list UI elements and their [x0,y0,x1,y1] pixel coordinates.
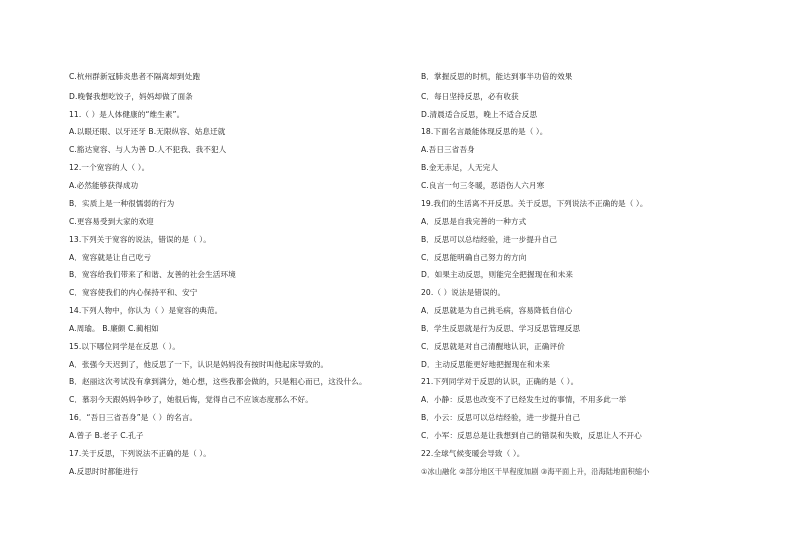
text-line: C．宽容使我们的内心保持平和、安宁 [69,288,198,297]
text-line: D．主动反思能更好地把握现在和未来 [421,360,551,369]
question-12: 12.一个宽容的人（ ）。 [69,163,150,172]
question-20: 20.（ ）说法是错误的。 [421,288,506,297]
text-line: A．张强今天迟到了，他反思了一下，认识是妈妈没有按时叫他起床导致的。 [69,360,329,369]
text-line: C．反思能明确自己努力的方向 [421,253,527,262]
question-21: 21.下列同学对于反思的认识，正确的是（ ）。 [421,377,579,386]
text-line: A．宽容就是让自己吃亏 [69,253,152,262]
text-line: A.以眼还眼、以牙还牙 B.无限纵容、姑息迁就 [69,127,226,136]
text-line: B．赵丽这次考试没有拿到满分，她心想，这些我都会做的，只是粗心而已，这没什么。 [69,377,367,386]
text-line: A.曾子 B.老子 C.孔子 [69,431,144,440]
question-15: 15.以下哪位同学是在反思（ ）。 [69,342,181,351]
question-22: 22.全球气候变暖会导致（ ）。 [421,449,525,458]
question-18: 18.下面名言最能体现反思的是（ ）。 [421,127,548,136]
text-line: D.清晨适合反思，晚上不适合反思 [421,110,538,119]
text-line: A.必然能够获得成功 [69,181,139,190]
text-line: B．小云：反思可以总结经验，进一步提升自己 [421,413,581,422]
text-line: B．宽容给我们带来了和谐、友善的社会生活环境 [69,270,236,279]
text-line: C.豁达宽容、与人为善 D.人不犯我、我不犯人 [69,145,227,154]
text-line: C．慕羽今天跟妈妈争吵了，她很后悔，觉得自己不应该态度那么不好。 [69,395,313,404]
text-line: C.更容易受到大家的欢迎 [69,217,154,226]
text-line: B.金无赤足，人无完人 [421,163,499,172]
text-line: A.吾日三省吾身 [421,145,475,154]
text-line: C．反思就是对自己清醒地认识，正确评价 [421,342,565,351]
question-19: 19.我们的生活离不开反思。关于反思，下列说法不正确的是（ ）。 [421,199,648,208]
text-line: A．反思就是为自己挑毛病，容易降低自信心 [421,306,573,315]
text-line: C．每日坚持反思，必有收获 [421,92,519,101]
question-14: 14.下列人物中，你认为（ ）是宽容的典范。 [69,306,223,315]
question-16: 16．“吾日三省吾身”是（ ）的名言。 [69,413,198,422]
text-line: B．掌握反思的时机，能达到事半功倍的效果 [421,72,573,81]
text-line: A．小静：反思也改变不了已经发生过的事情，不用多此一举 [421,395,627,404]
text-line: A．反思是自我完善的一种方式 [421,217,527,226]
text-line: C.良言一句三冬暖，恶语伤人六月寒 [421,181,545,190]
question-11: 11.（ ）是人体健康的“维生素”。 [69,110,185,119]
text-line: C.杭州群新冠肺炎患者不隔离却到处跑 [69,72,201,81]
question-13: 13.下列关于宽容的说法，错误的是（ ）。 [69,235,211,244]
text-line: B．学生反思就是行为反思、学习反思管理反思 [421,324,581,333]
text-line: C．小军：反思总是让我想到自己的错误和失败，反思让人不开心 [421,431,642,440]
text-line: A.周瑜。 B.廉颇 C.蔺相如 [69,324,159,333]
question-17: 17.关于反思，下列说法不正确的是（ ）。 [69,449,211,458]
text-line: A.反思时时都能进行 [69,467,139,476]
text-line: ①冰山融化 ②部分地区干旱程度加剧 ③海平面上升，沿海陆地面积缩小 [421,467,650,476]
text-line: D.晚餐我想吃饺子，妈妈却做了面条 [69,92,193,101]
text-line: D．如果主动反思，则能完全把握现在和未来 [421,270,574,279]
text-line: B．实质上是一种很懦弱的行为 [69,199,175,208]
text-line: B．反思可以总结经验，进一步提升自己 [421,235,558,244]
